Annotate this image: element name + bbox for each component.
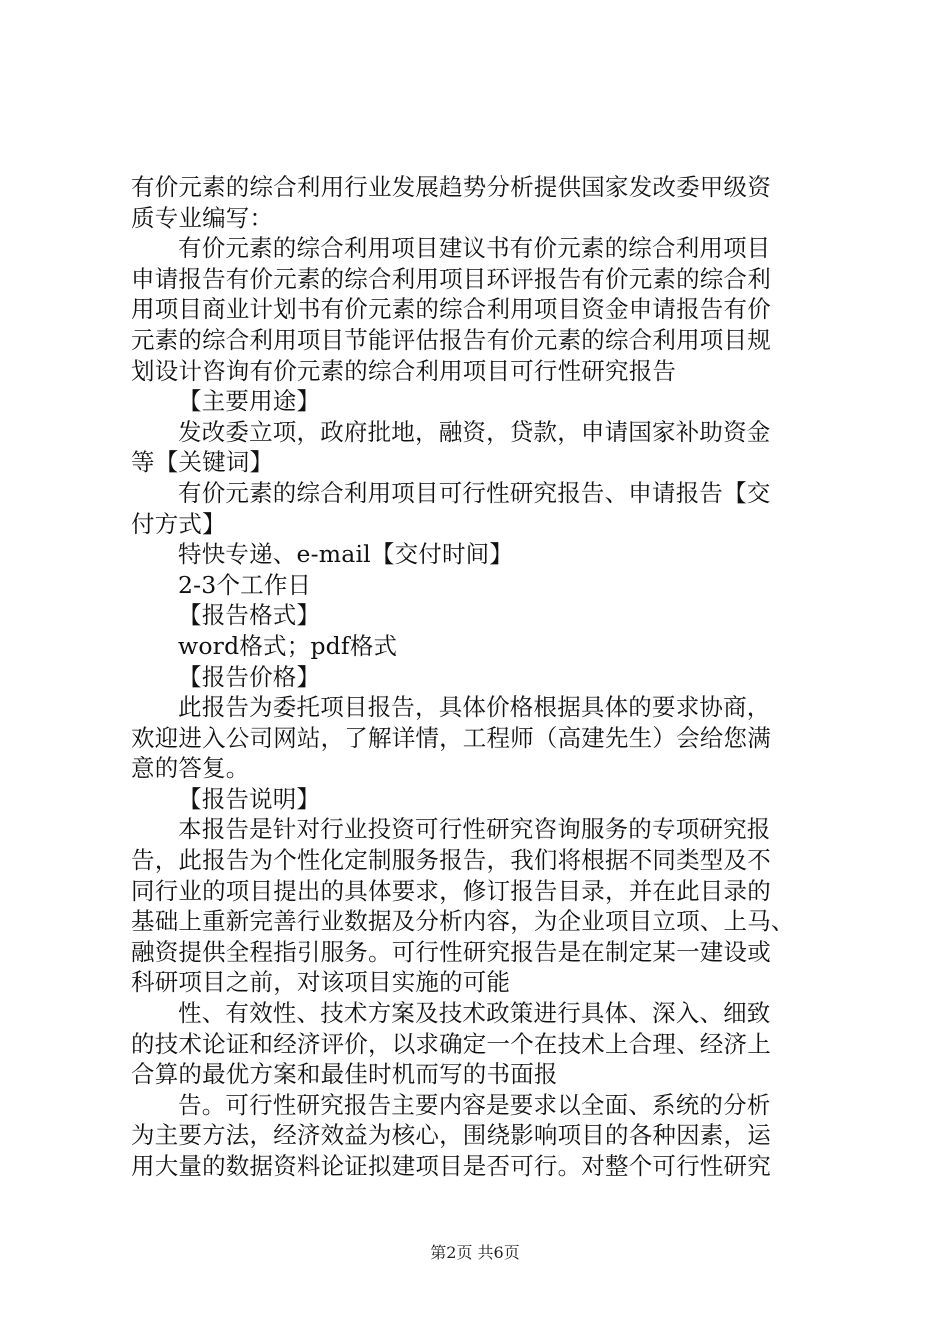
text-line: 科研项目之前，对该项目实施的可能 <box>131 968 511 997</box>
text-line: word格式；pdf格式 <box>178 631 398 660</box>
text-line: 【报告价格】 <box>178 662 321 691</box>
text-line: 划设计咨询有价元素的综合利用项目可行性研究报告 <box>131 356 677 385</box>
text-line: 基础上重新完善行业数据及分析内容，为企业项目立项、上马、 <box>131 907 795 936</box>
text-line: 申请报告有价元素的综合利用项目环评报告有价元素的综合利 <box>131 264 771 293</box>
page-footer <box>0 1243 950 1263</box>
text-line: 告。可行性研究报告主要内容是要求以全面、系统的分析 <box>178 1090 771 1119</box>
text-line: 发改委立项，政府批地，融资，贷款，申请国家补助资金 <box>178 417 771 446</box>
text-line: 用大量的数据资料论证拟建项目是否可行。对整个可行性研究 <box>131 1152 771 1180</box>
text-line: 性、有效性、技术方案及技术政策进行具体、深入、细致 <box>178 999 771 1028</box>
text-line: 融资提供全程指引服务。可行性研究报告是在制定某一建设或 <box>131 937 771 966</box>
text-line: 本报告是针对行业投资可行性研究咨询服务的专项研究报 <box>178 815 771 844</box>
text-line: 为主要方法，经济效益为核心，围绕影响项目的各种因素，运 <box>131 1121 771 1150</box>
text-line: 用项目商业计划书有价元素的综合利用项目资金申请报告有价 <box>131 295 771 324</box>
text-line: 【报告格式】 <box>178 601 321 630</box>
text-line: 付方式】 <box>131 509 226 538</box>
text-line: 【主要用途】 <box>178 387 321 416</box>
text-line: 告，此报告为个性化定制服务报告，我们将根据不同类型及不 <box>131 846 771 875</box>
text-line: 此报告为委托项目报告，具体价格根据具体的要求协商， <box>178 693 771 722</box>
text-line: 有价元素的综合利用项目建议书有价元素的综合利用项目 <box>178 234 771 263</box>
document-body <box>131 172 831 1182</box>
text-line: 欢迎进入公司网站，了解详情，工程师（高建先生）会给您满 <box>131 723 771 752</box>
text-line: 有价元素的综合利用行业发展趋势分析提供国家发改委甲级资 <box>131 173 771 201</box>
text-line: 特快专递、e-mail【交付时间】 <box>178 540 514 569</box>
text-line: 有价元素的综合利用项目可行性研究报告、申请报告【交 <box>178 478 771 507</box>
text-line: 元素的综合利用项目节能评估报告有价元素的综合利用项目规 <box>131 325 771 354</box>
text-line: 【报告说明】 <box>178 784 321 813</box>
text-line: 意的答复。 <box>131 754 250 783</box>
text-line: 质专业编写： <box>131 203 274 232</box>
text-line: 等【关键词】 <box>131 448 274 477</box>
text-line: 同行业的项目提出的具体要求，修订报告目录，并在此目录的 <box>131 876 771 905</box>
text-line: 2-3个工作日 <box>178 570 312 599</box>
text-line: 的技术论证和经济评价，以求确定一个在技术上合理、经济上 <box>131 1029 771 1058</box>
text-line: 合算的最优方案和最佳时机而写的书面报 <box>131 1060 558 1089</box>
page-number: 第2页 共6页 <box>430 1243 520 1262</box>
